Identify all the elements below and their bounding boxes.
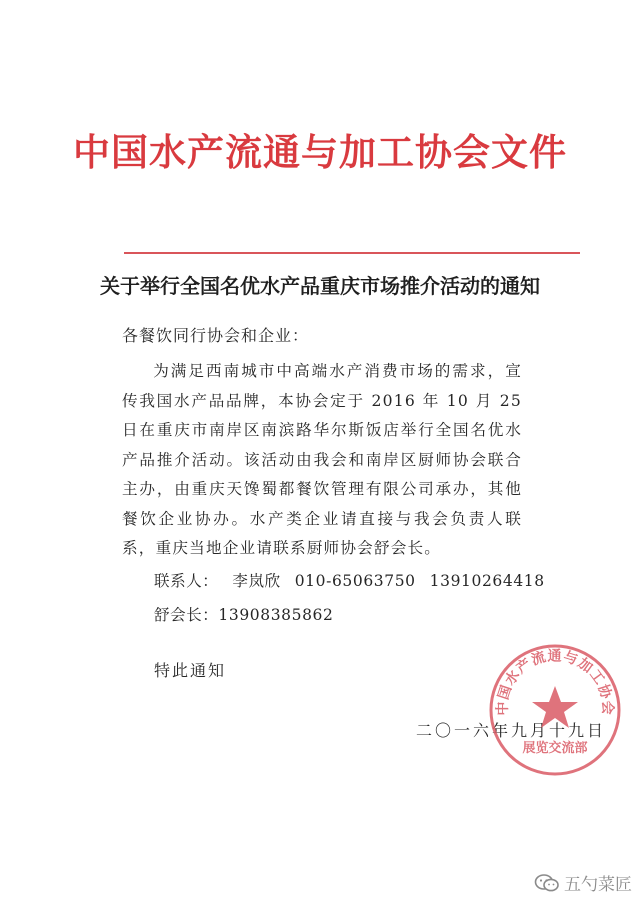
seal-text: 中国水产流通与加工协会 xyxy=(494,648,616,716)
issue-date: 二〇一六年九月十九日 xyxy=(416,721,607,740)
watermark xyxy=(534,870,632,895)
contact-line-secondary xyxy=(154,603,347,625)
contact-phone-mobile: 13908385862 xyxy=(218,606,334,624)
header-divider xyxy=(124,252,580,254)
contact-label: 联系人： xyxy=(154,572,219,590)
contact-phone-landline: 010-65063750 xyxy=(294,572,416,590)
notice-body: 为满足西南城市中高端水产消费市场的需求，宣传我国水产品品牌，本协会定于 2016 年 10 月 25 日在重庆市南岸区南滨路华尔斯饭店举行全国名优水产品推介活动。该活动由我会和南岸区厨师协会联合主办，由重庆天馋蜀都餐饮管理有限公司承办，其他餐饮企业协办。水产类企业请直接与我会负责人联系，重庆当地企业请联系厨师协会舒会长。 xyxy=(122,362,522,557)
watermark-text: 五勺菜匠 xyxy=(564,875,632,895)
contact-label: 舒会长： xyxy=(154,606,219,624)
seal-star-icon xyxy=(532,686,578,728)
closing-remark: 特此通知 xyxy=(154,661,227,680)
contact-name: 李岚欣 xyxy=(232,572,281,590)
wechat-icon xyxy=(534,873,560,893)
notice-title: 关于举行全国名优水产品重庆市场推介活动的通知 xyxy=(100,274,540,298)
seal-department: 展览交流部 xyxy=(522,741,588,756)
salutation: 各餐饮同行协会和企业： xyxy=(122,326,310,345)
official-seal xyxy=(485,640,625,780)
contact-line-primary xyxy=(154,569,559,591)
contact-phone-mobile: 13910264418 xyxy=(429,572,545,590)
issuer-title: 中国水产流通与加工协会文件 xyxy=(73,130,567,174)
seal-stamp-icon xyxy=(485,640,625,780)
